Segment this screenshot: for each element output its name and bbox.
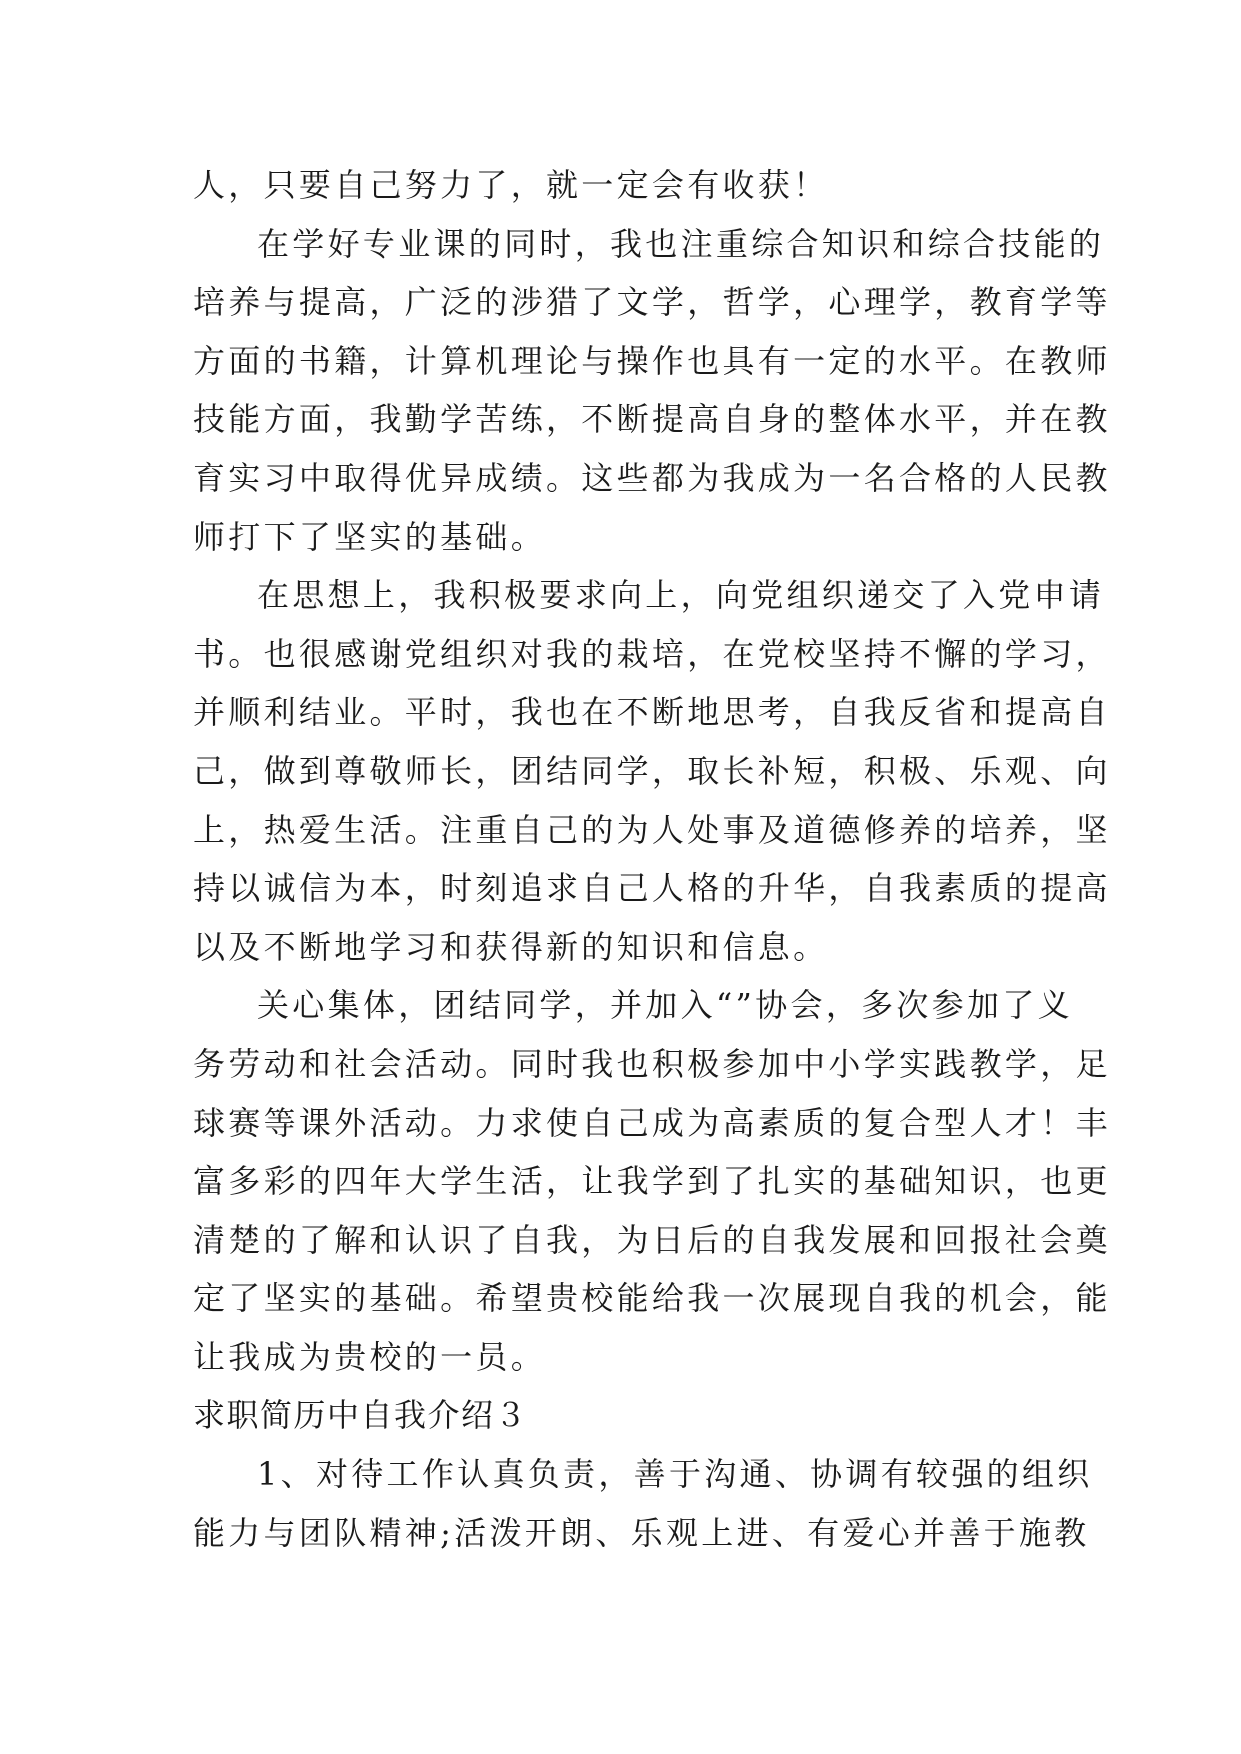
paragraph-line: 持以诚信为本，时刻追求自己人格的升华，自我素质的提高 <box>193 869 1111 908</box>
paragraph-line: 务劳动和社会活动。同时我也积极参加中小学实践教学，足 <box>193 1044 1111 1083</box>
paragraph-line: 人，只要自己努力了，就一定会有收获！ <box>193 166 829 204</box>
paragraph-line: 球赛等课外活动。力求使自己成为高素质的复合型人才！丰 <box>193 1103 1111 1142</box>
paragraph-line: 让我成为贵校的一员。 <box>193 1337 547 1376</box>
paragraph-line: 书。也很感谢党组织对我的栽培，在党校坚持不懈的学习， <box>193 634 1111 673</box>
paragraph-line: 技能方面，我勤学苦练，不断提高自身的整体水平，并在教 <box>193 400 1111 439</box>
paragraph-line: 并顺利结业。平时，我也在不断地思考，自我反省和提高自 <box>193 693 1111 732</box>
paragraph-line: 在学好专业课的同时，我也注重综合知识和综合技能的 <box>257 224 1105 263</box>
paragraph-line: 1、对待工作认真负责，善于沟通、协调有较强的组织 <box>257 1455 1093 1494</box>
paragraph-line: 培养与提高，广泛的涉猎了文学，哲学，心理学，教育学等 <box>193 283 1111 322</box>
paragraph-line: 清楚的了解和认识了自我，为日后的自我发展和回报社会奠 <box>193 1220 1111 1259</box>
paragraph-line: 在思想上，我积极要求向上，向党组织递交了入党申请 <box>257 576 1105 615</box>
paragraph-line: 定了坚实的基础。希望贵校能给我一次展现自我的机会，能 <box>193 1279 1111 1318</box>
paragraph-line: 能力与团队精神;活泼开朗、乐观上进、有爱心并善于施教 <box>193 1513 1090 1552</box>
document-body <box>193 156 1111 1562</box>
paragraph-line: 己，做到尊敬师长，团结同学，取长补短，积极、乐观、向 <box>193 751 1111 790</box>
paragraph-line: 师打下了坚实的基础。 <box>193 517 547 556</box>
section-heading: 求职简历中自我介绍３ <box>193 1396 529 1435</box>
paragraph-line: 方面的书籍，计算机理论与操作也具有一定的水平。在教师 <box>193 341 1111 380</box>
paragraph-line: 以及不断地学习和获得新的知识和信息。 <box>193 927 829 966</box>
paragraph-line: 富多彩的四年大学生活，让我学到了扎实的基础知识，也更 <box>193 1162 1111 1201</box>
paragraph-line: 上，热爱生活。注重自己的为人处事及道德修养的培养，坚 <box>193 810 1111 849</box>
paragraph-line: 关心集体，团结同学，并加入“”协会，多次参加了义 <box>257 986 1073 1025</box>
paragraph-line: 育实习中取得优异成绩。这些都为我成为一名合格的人民教 <box>193 458 1111 497</box>
